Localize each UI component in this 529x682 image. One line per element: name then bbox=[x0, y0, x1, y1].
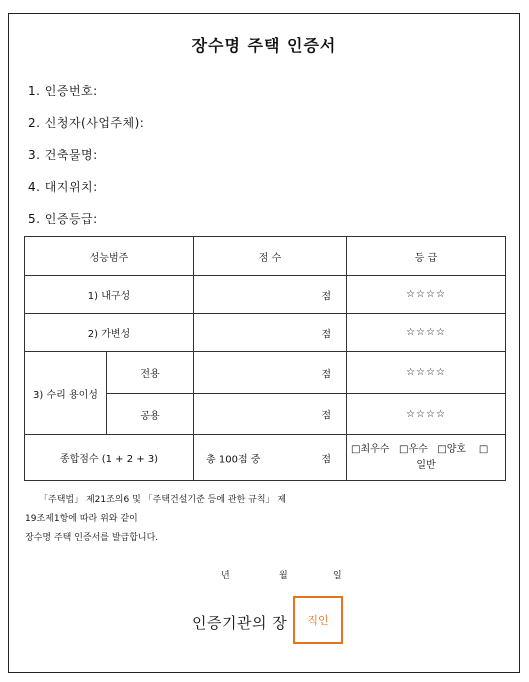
field-applicant: 2. 신청자(사업주체): bbox=[28, 116, 145, 130]
field-certificate-number: 1. 인증번호: bbox=[28, 84, 98, 98]
score-cell-common bbox=[194, 394, 347, 435]
score-cell-durability bbox=[194, 276, 347, 314]
row-label-repairability: 3) 수리 용이성 bbox=[25, 352, 107, 435]
total-score-cell bbox=[194, 435, 347, 481]
total-label: 종합점수 (1 + 2 + 3) bbox=[25, 435, 194, 481]
header-grade: 등 급 bbox=[347, 237, 506, 276]
sub-label-common: 공용 bbox=[107, 394, 194, 435]
score-unit: 점 bbox=[321, 329, 332, 340]
statement-line: 「주택법」 제21조의6 및 「주택건설기준 등에 관한 규칙」 제 bbox=[39, 495, 287, 505]
document-title: 장수명 주택 인증서 bbox=[191, 36, 337, 55]
table-total-row bbox=[25, 435, 506, 481]
score-unit: 점 bbox=[321, 369, 332, 380]
score-unit: 점 bbox=[321, 291, 332, 302]
score-unit: 점 bbox=[321, 454, 332, 465]
row-label-durability: 1) 내구성 bbox=[25, 276, 194, 314]
field-building-name: 3. 건축물명: bbox=[28, 148, 98, 162]
grade-stars-variability: ☆☆☆☆ bbox=[347, 314, 506, 352]
official-seal: 직인 bbox=[293, 596, 343, 644]
grade-stars-common: ☆☆☆☆ bbox=[347, 394, 506, 435]
grade-stars-durability: ☆☆☆☆ bbox=[347, 276, 506, 314]
grade-option-general-box: □ bbox=[478, 443, 489, 455]
table-header-row bbox=[25, 237, 506, 276]
row-label-variability: 2) 가변성 bbox=[25, 314, 194, 352]
table-row bbox=[25, 352, 506, 394]
certificate-page bbox=[8, 13, 520, 673]
grade-option-general-label: 일반 bbox=[416, 459, 436, 471]
score-unit: 점 bbox=[321, 410, 332, 422]
issuance-statement bbox=[25, 491, 286, 548]
grade-option-good: □양호 bbox=[437, 443, 467, 455]
field-certification-grade: 5. 인증등급: bbox=[28, 212, 98, 226]
grade-stars-private: ☆☆☆☆ bbox=[347, 352, 506, 394]
statement-line: 장수명 주택 인증서를 발급합니다. bbox=[25, 533, 159, 543]
field-site-location: 4. 대지위치: bbox=[28, 180, 98, 194]
header-score: 점 수 bbox=[194, 237, 347, 276]
total-grade-options bbox=[347, 435, 506, 481]
date-day: 일 bbox=[333, 571, 342, 581]
table-row bbox=[25, 314, 506, 352]
grade-option-excellent: □우수 bbox=[399, 443, 428, 455]
total-score-text: 총 100점 중 bbox=[206, 454, 261, 465]
issuer-title: 인증기관의 장 bbox=[192, 614, 288, 632]
date-year: 년 bbox=[221, 571, 230, 581]
sub-label-private: 전용 bbox=[107, 352, 194, 394]
score-cell-variability bbox=[194, 314, 347, 352]
grade-option-excellent-plus: □최우수 bbox=[351, 443, 390, 455]
score-cell-private bbox=[194, 352, 347, 394]
statement-line: 19조제1항에 따라 위와 같이 bbox=[25, 514, 138, 524]
performance-table bbox=[24, 236, 506, 481]
date-month: 월 bbox=[279, 571, 288, 581]
header-category: 성능범주 bbox=[25, 237, 194, 276]
table-row bbox=[25, 276, 506, 314]
